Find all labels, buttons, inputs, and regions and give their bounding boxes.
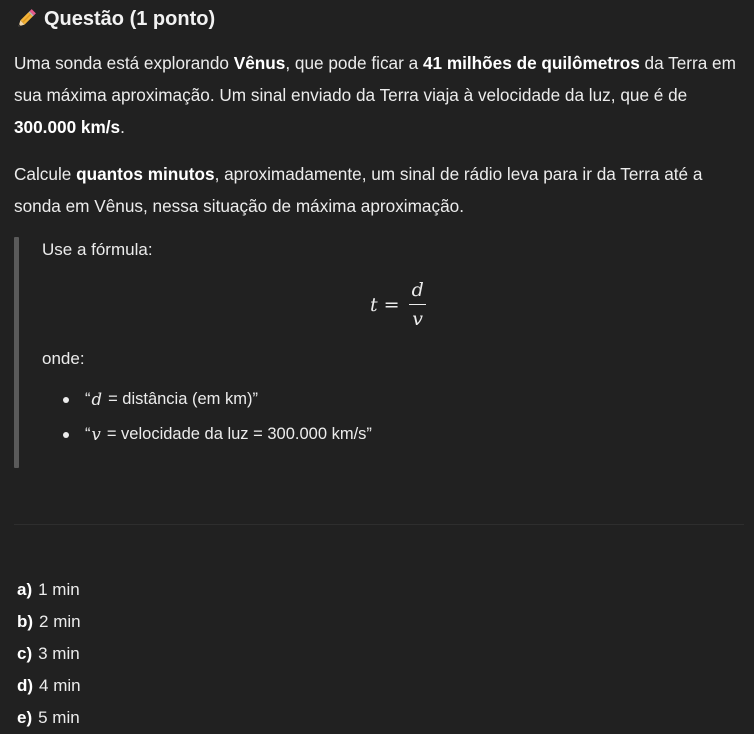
- pencil-icon: [14, 7, 38, 31]
- formula: [370, 279, 427, 330]
- option-e[interactable]: e) 5 min: [17, 708, 80, 727]
- option-c[interactable]: c) 3 min: [17, 644, 80, 663]
- definition-item: “ v = velocidade da luz = 300.000 km/s”: [63, 425, 372, 444]
- formula-lhs: t: [370, 293, 378, 316]
- fraction-bar: [409, 304, 426, 305]
- definition-variable: v: [91, 425, 101, 444]
- paragraph-context: Uma sonda está explorando Vênus, que pode ficar a 41 milhões de quilômetros da Terra em sua máxima aproximação. Um sinal enviado da Terra viaja à velocidade da luz, que é de 300.000 km/s.: [14, 53, 736, 137]
- option-d[interactable]: d) 4 min: [17, 676, 81, 695]
- definition-text: = velocidade da luz = 300.000 km/s”: [106, 425, 372, 443]
- section-divider: [14, 524, 744, 525]
- bullet-icon: [63, 397, 69, 403]
- formula-denominator: v: [412, 308, 424, 331]
- formula-numerator: d: [411, 279, 424, 301]
- definition-variable: d: [91, 390, 103, 409]
- paragraph-task: Calcule quantos minutos, aproximadamente, um sinal de rádio leva para ir da Terra até a sonda em Vênus, nessa situação de máxima aproximação.: [14, 164, 703, 216]
- question-title: [14, 7, 215, 31]
- where-label: onde:: [42, 349, 85, 368]
- option-a[interactable]: a) 1 min: [17, 580, 80, 599]
- definition-item: “ d = distância (em km)”: [63, 390, 258, 409]
- bullet-icon: [63, 432, 69, 438]
- question-title-text: Questão (1 ponto): [44, 7, 216, 30]
- formula-fraction: [409, 279, 427, 330]
- formula-intro: Use a fórmula:: [42, 240, 153, 259]
- definition-text: = distância (em km)”: [108, 390, 258, 408]
- option-b[interactable]: b) 2 min: [17, 612, 81, 631]
- formula-equals: =: [383, 293, 400, 316]
- blockquote-bar: [14, 237, 19, 468]
